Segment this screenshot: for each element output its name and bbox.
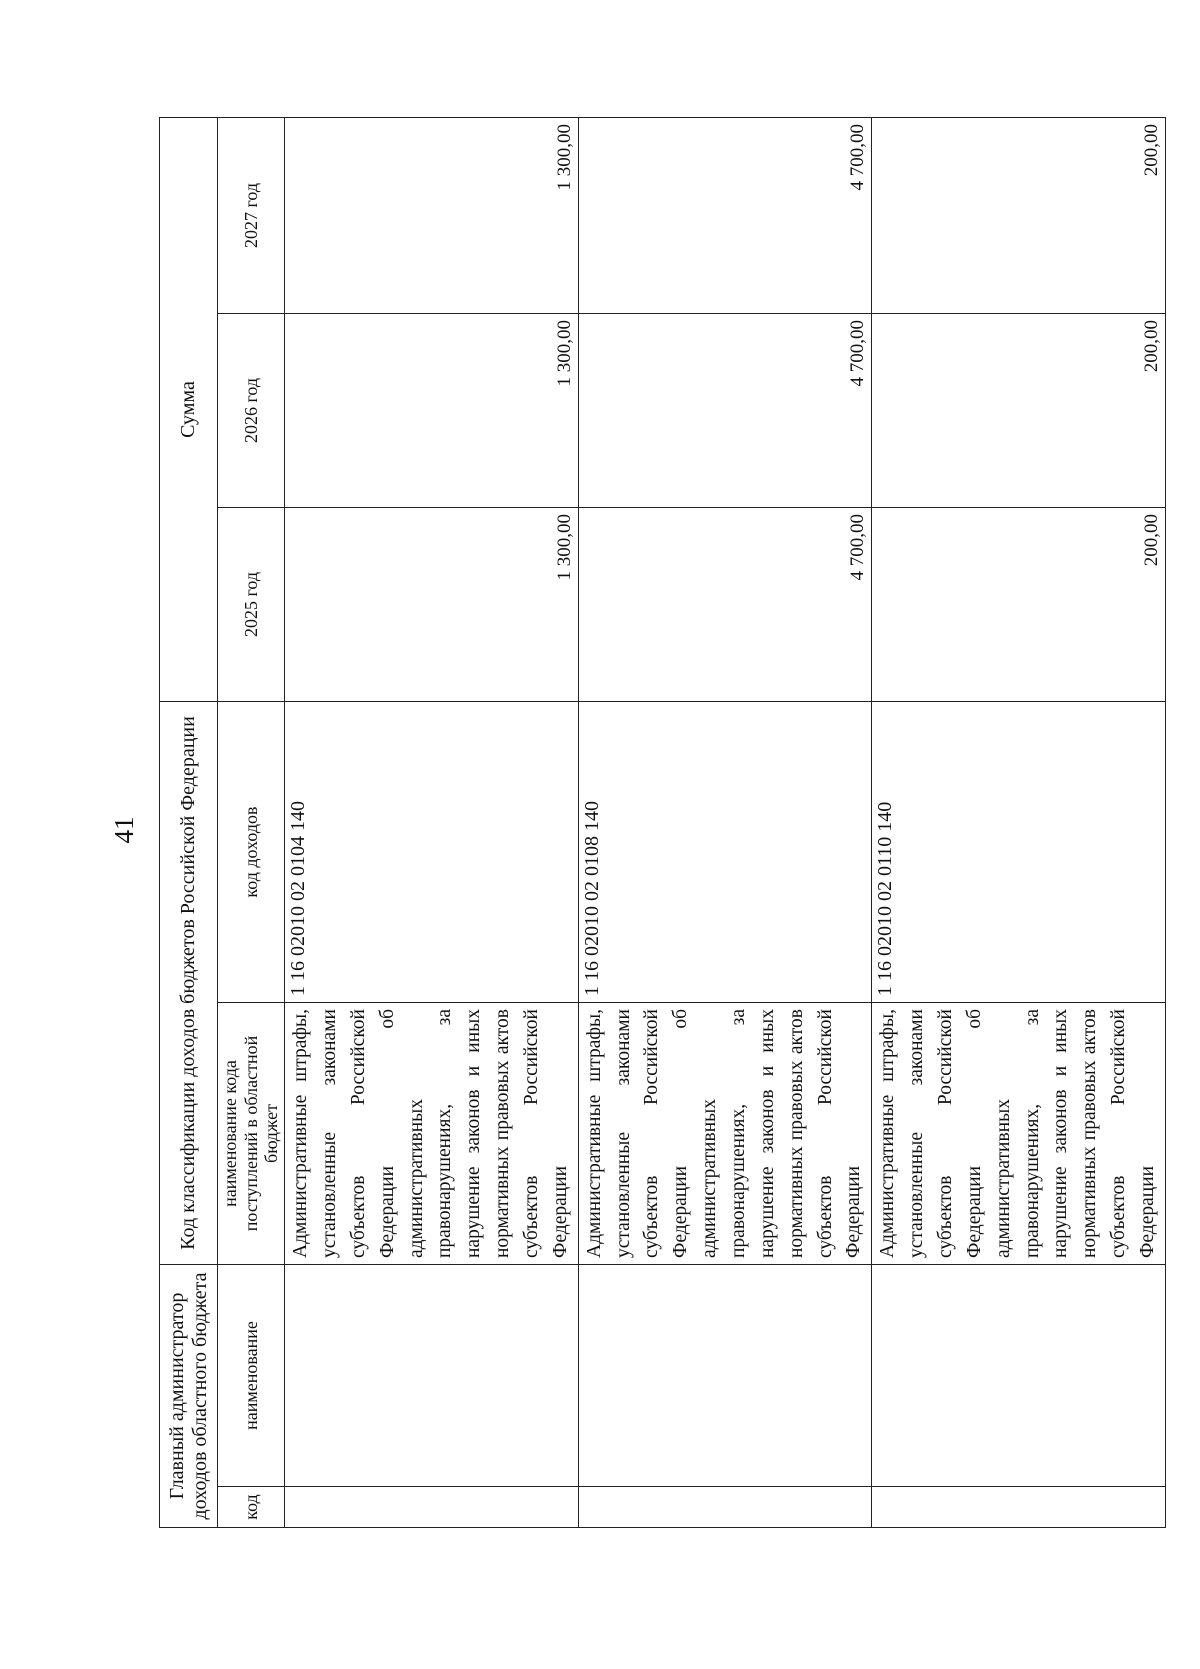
description-cell: Административные штрафы, установленные законами субъектов Российской Федерации об административных правонарушениях, за нарушение законов и иных нормативных правовых актов субъектов Российской Федерации: [872, 1003, 1166, 1265]
sum-2025-cell: 4 700,00: [578, 508, 872, 702]
sum-2026-cell: 200,00: [872, 314, 1166, 508]
header-year-2027: 2027 год: [218, 117, 285, 313]
admin-code-cell: [872, 1487, 1166, 1528]
sum-2027-cell: 200,00: [872, 117, 1166, 313]
sum-2026-cell: 4 700,00: [578, 314, 872, 508]
admin-name-cell: [578, 1265, 872, 1487]
admin-name-cell: [872, 1265, 1166, 1487]
header-sum-group: Сумма: [160, 117, 218, 701]
income-code-cell: 1 16 02010 02 0108 140: [578, 702, 872, 1003]
header-year-2025: 2025 год: [218, 508, 285, 702]
page-number: 41: [109, 816, 139, 844]
budget-income-table: [159, 117, 1166, 1528]
income-code-cell: 1 16 02010 02 0110 140: [872, 702, 1166, 1003]
description-cell: Административные штрафы, установленные законами субъектов Российской Федерации об административных правонарушениях, за нарушение законов и иных нормативных правовых актов субъектов Российской Федерации: [578, 1003, 872, 1265]
header-classification-name: наименование кода поступлений в областной бюджет: [218, 1003, 285, 1265]
admin-code-cell: [578, 1487, 872, 1528]
header-admin-code: код: [218, 1487, 285, 1528]
sum-2025-cell: 200,00: [872, 508, 1166, 702]
income-code-cell: 1 16 02010 02 0104 140: [285, 702, 579, 1003]
header-classification-group: Код классификации доходов бюджетов Российской Федерации: [160, 702, 218, 1265]
admin-name-cell: [285, 1265, 579, 1487]
sum-2025-cell: 1 300,00: [285, 508, 579, 702]
description-cell: Административные штрафы, установленные законами субъектов Российской Федерации об административных правонарушениях, за нарушение законов и иных нормативных правовых актов субъектов Российской Федерации: [285, 1003, 579, 1265]
header-year-2026: 2026 год: [218, 314, 285, 508]
table-row: [578, 117, 872, 1527]
sum-2027-cell: 4 700,00: [578, 117, 872, 313]
admin-code-cell: [285, 1487, 579, 1528]
sum-2027-cell: 1 300,00: [285, 117, 579, 313]
header-admin-name: наименование: [218, 1265, 285, 1487]
budget-table-rotated: [159, 118, 1162, 1528]
header-admin-group: Главный администратор доходов областного бюджета: [160, 1265, 218, 1528]
header-income-code: код доходов: [218, 702, 285, 1003]
table-row: [285, 117, 579, 1527]
table-row: [872, 117, 1166, 1527]
sum-2026-cell: 1 300,00: [285, 314, 579, 508]
